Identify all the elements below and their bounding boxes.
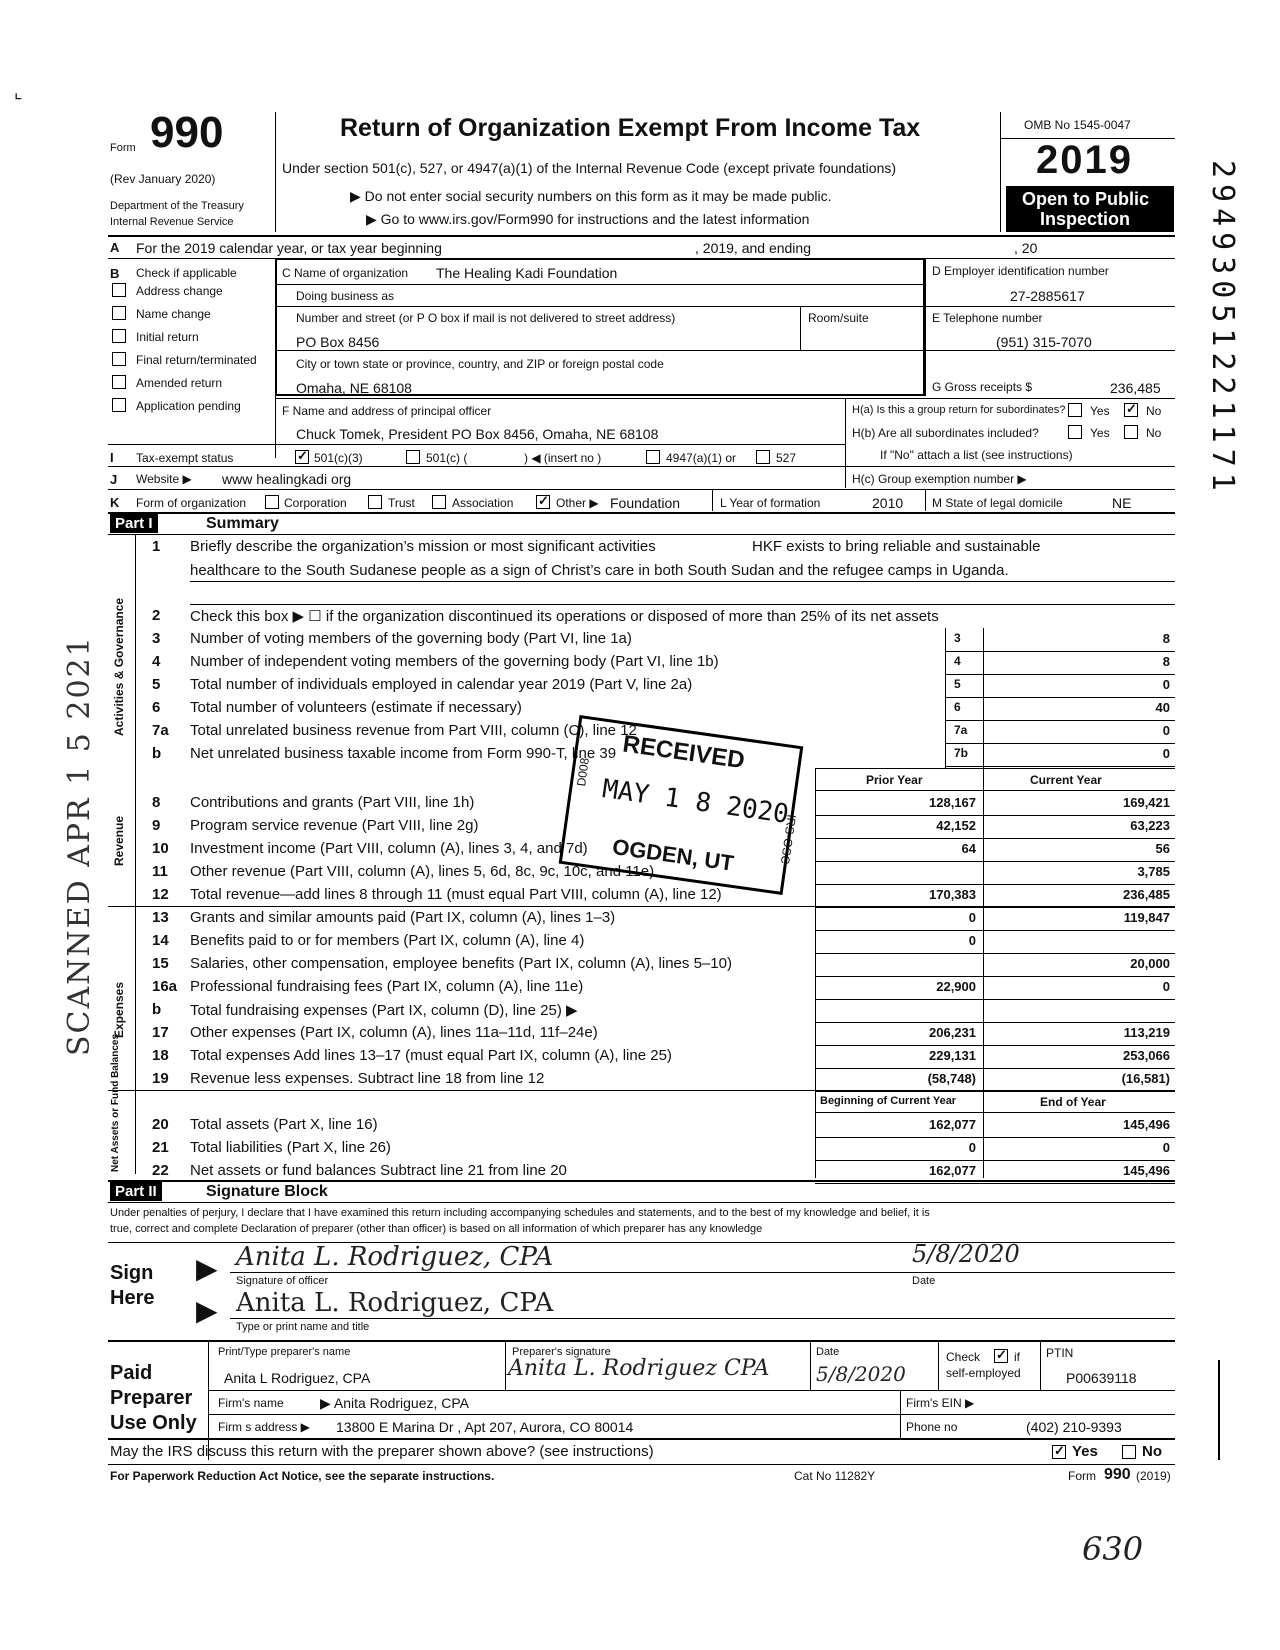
gov-line-num-5: b [152, 745, 162, 762]
rev_lines-num-1: 9 [152, 817, 161, 834]
state-domicile-value: NE [1112, 495, 1132, 511]
ptin-value: P00639118 [1066, 1370, 1137, 1386]
ein-label: D Employer identification number [932, 264, 1109, 278]
phone-label: E Telephone number [932, 311, 1043, 325]
ssn-note: ▶ Do not enter social security numbers on this form as it may be made public. [350, 188, 832, 204]
b-checkbox-5[interactable] [112, 398, 126, 412]
rev-date: (Rev January 2020) [110, 172, 216, 186]
side-net-assets: Net Assets or Fund Balances [110, 1033, 121, 1172]
form-other-value: Foundation [610, 495, 681, 511]
check-label: Check [946, 1350, 981, 1364]
gov-line-num-3: 6 [152, 699, 161, 716]
exp_lines-num-1: 14 [152, 932, 169, 949]
status-4947-checkbox[interactable] [646, 450, 660, 464]
line2-text: Check this box ▶ ☐ if the organization discontinued its operations or disposed of more than 25% of its net assets [190, 608, 939, 625]
hc-label: H(c) Group exemption number ▶ [852, 472, 1027, 486]
section-b-label: B [110, 266, 120, 281]
exp_lines-num-5: 17 [152, 1024, 169, 1041]
self-employed-checkbox[interactable] [994, 1349, 1008, 1363]
b-item-label-4: Amended return [136, 376, 223, 390]
status-501c3-checkbox[interactable] [295, 450, 309, 464]
form-trust-label: Trust [388, 496, 415, 510]
exp_lines-text-7: Revenue less expenses. Subtract line 18 from line 12 [190, 1070, 545, 1087]
form-word: Form [110, 142, 136, 154]
form-trust-checkbox[interactable] [368, 495, 382, 509]
rev_lines-prior-0: 128,167 [929, 795, 976, 810]
gov-line-num-0: 3 [152, 630, 161, 647]
hb-no-label: No [1146, 426, 1162, 440]
hb-yes-checkbox[interactable] [1068, 425, 1082, 439]
form-subtitle: Under section 501(c), 527, or 4947(a)(1) of the Internal Revenue Code (except private foundations) [282, 160, 897, 176]
preparer-label: Preparer [110, 1387, 193, 1409]
form-corporation-checkbox[interactable] [265, 495, 279, 509]
gov-line-text-5: Net unrelated business taxable income from Form 990-T, line 39 [190, 745, 617, 762]
exp_lines-current-5: 113,219 [1123, 1025, 1170, 1040]
gov-line-num-2: 5 [152, 676, 161, 693]
discuss-yes-label: Yes [1072, 1443, 1098, 1460]
here-label: Here [110, 1287, 155, 1309]
b-item-label-3: Final return/terminated [136, 353, 257, 367]
rev_lines-text-1: Program service revenue (Part VIII, line 2g) [190, 817, 479, 834]
form-association-label: Association [452, 496, 514, 510]
ha-no-checkbox[interactable] [1124, 403, 1138, 417]
gross-value: 236,485 [1110, 380, 1161, 396]
street-label: Number and street (or P O box if mail is not delivered to street address) [296, 311, 676, 325]
form-ref-a: Form [1068, 1469, 1096, 1483]
irs-url-note: ▶ Go to www.irs.gov/Form990 for instructions and the latest information [366, 211, 810, 227]
self-employed-label: self-employed [946, 1366, 1021, 1380]
form-ref-c: (2019) [1136, 1469, 1171, 1483]
line-k-label: K [110, 495, 120, 510]
rev_lines-current-2: 56 [1155, 841, 1170, 856]
city-label: City or town state or province, country, and ZIP or foreign postal code [296, 357, 664, 371]
officer-signature: Anita L. Rodriguez, CPA [236, 1242, 554, 1272]
state-domicile-label: M State of legal domicile [932, 496, 1063, 510]
b-checkbox-3[interactable] [112, 352, 126, 366]
ha-no-label: No [1146, 404, 1162, 418]
street-value: PO Box 8456 [296, 334, 380, 350]
cat-number: Cat No 11282Y [794, 1469, 876, 1483]
hb-question: H(b) Are all subordinates included? [852, 426, 1039, 440]
year-formation-label: L Year of formation [720, 496, 821, 510]
exp_lines-prior-5: 206,231 [929, 1025, 976, 1040]
gov-line-box-2: 5 [954, 677, 961, 691]
status-501c3-label: 501(c)(3) [314, 451, 363, 465]
gov-line-box-3: 6 [954, 700, 961, 714]
scanned-stamp: SCANNED APR 1 5 2021 [62, 635, 97, 1056]
exp_lines-prior-1: 0 [968, 933, 976, 948]
rev_lines-num-0: 8 [152, 794, 161, 811]
exp_lines-current-0: 119,847 [1123, 910, 1170, 925]
exp_lines-current-6: 253,066 [1123, 1048, 1170, 1063]
exp_lines-num-0: 13 [152, 909, 169, 926]
margin-bracket [1218, 1360, 1220, 1460]
gov-line-value-0: 8 [1162, 631, 1170, 646]
officer-print-name: Anita L. Rodriguez, CPA [236, 1288, 554, 1318]
officer-label: F Name and address of principal officer [282, 404, 492, 418]
b-checkbox-1[interactable] [112, 306, 126, 320]
firm-ein-label: Firm's EIN ▶ [906, 1396, 975, 1410]
b-item-label-5: Application pending [136, 399, 241, 413]
sig-date-label: Date [912, 1275, 936, 1287]
b-item-label-2: Initial return [136, 330, 199, 344]
perjury-line1: Under penalties of perjury, I declare that I have examined this return including accompanying schedules and statements, and to the best of my knowledge and belief, it is [110, 1207, 930, 1219]
dln-number: 29493051221171 [1205, 160, 1240, 497]
discuss-no-label: No [1142, 1443, 1162, 1460]
line1-answer-b: healthcare to the South Sudanese people as a sign of Christ’s care in both South Sudan and the refugee camps in Uganda. [190, 562, 1009, 579]
firm-address: 13800 E Marina Dr , Apt 207, Aurora, CO 80014 [336, 1419, 634, 1435]
dept-line1: Department of the Treasury [110, 200, 244, 212]
exp_lines-text-5: Other expenses (Part IX, column (A), lines 11a–11d, 11f–24e) [190, 1024, 598, 1041]
exp_lines-prior-7: (58,748) [927, 1071, 976, 1086]
net_lines-prior-2: 162,077 [929, 1163, 976, 1178]
room-label: Room/suite [808, 311, 869, 325]
exp_lines-prior-3: 22,900 [936, 979, 976, 994]
col-end-year: End of Year [1040, 1095, 1106, 1109]
net_lines-num-1: 21 [152, 1139, 169, 1156]
exp_lines-text-4: Total fundraising expenses (Part IX, column (D), line 25) ▶ [190, 1002, 578, 1019]
col-prior-year: Prior Year [866, 773, 923, 787]
officer-value: Chuck Tomek, President PO Box 8456, Omaha, NE 68108 [296, 426, 659, 442]
hb-note: If "No" attach a list (see instructions) [880, 448, 1073, 462]
prep-name: Anita L Rodriguez, CPA [224, 1370, 371, 1386]
rev_lines-current-4: 236,485 [1123, 887, 1170, 902]
stamp-received-text: RECEIVED [621, 730, 747, 775]
rev_lines-num-4: 12 [152, 886, 169, 903]
gov-line-text-2: Total number of individuals employed in calendar year 2019 (Part V, line 2a) [190, 676, 693, 693]
ha-question: H(a) Is this a group return for subordinates? [852, 404, 1066, 416]
open-public-line2: Inspection [1040, 209, 1131, 229]
sign-arrow-icon: ▶ [196, 1253, 218, 1284]
omb-number: OMB No 1545-0047 [1024, 118, 1131, 132]
check-if: if [1014, 1350, 1020, 1364]
status-501c-label: 501(c) ( [426, 451, 468, 465]
b-checkbox-2[interactable] [112, 329, 126, 343]
rev_lines-current-0: 169,421 [1123, 795, 1170, 810]
ha-yes-checkbox[interactable] [1068, 403, 1082, 417]
gov-line-value-2: 0 [1162, 677, 1170, 692]
stamp-code-left: D008 [574, 756, 592, 788]
gov-line-value-3: 40 [1155, 700, 1170, 715]
sign-arrow2-icon: ▶ [196, 1295, 218, 1326]
stamp-code-right: IRS-OSC [777, 813, 799, 866]
line-i-title: Tax-exempt status [136, 451, 234, 465]
form-number: 990 [150, 108, 224, 157]
hb-no-checkbox[interactable] [1124, 425, 1138, 439]
line-a-mid: , 2019, and ending [695, 240, 811, 256]
tax-year: 2019 [1036, 138, 1133, 182]
firm-name-label: Firm's name [218, 1396, 284, 1410]
line-i-label: I [110, 450, 114, 465]
paid-label: Paid [110, 1362, 153, 1384]
part1-tag: Part I [110, 514, 158, 533]
discuss-question: May the IRS discuss this return with the preparer shown above? (see instructions) [110, 1443, 654, 1460]
stamp-ogden: OGDEN, UT [610, 834, 736, 876]
website-label: Website ▶ [136, 472, 192, 486]
prep-sig-label: Preparer's signature [512, 1346, 611, 1358]
col-begin-year: Beginning of Current Year [820, 1095, 957, 1107]
form-other-checkbox[interactable] [536, 495, 550, 509]
paperwork-notice: For Paperwork Reduction Act Notice, see the separate instructions. [110, 1469, 495, 1483]
status-527-label: 527 [776, 451, 797, 465]
exp_lines-text-2: Salaries, other compensation, employee benefits (Part IX, column (A), lines 5–10) [190, 955, 732, 972]
preparer-date: 5/8/2020 [816, 1362, 906, 1386]
side-activities-governance: Activities & Governance [112, 597, 126, 736]
net_lines-text-1: Total liabilities (Part X, line 26) [190, 1139, 391, 1156]
col-current-year: Current Year [1030, 773, 1102, 787]
line-a-label: A [110, 240, 120, 255]
gov-line-box-0: 3 [954, 631, 961, 645]
gross-label: G Gross receipts $ [932, 380, 1033, 394]
rev_lines-prior-4: 170,383 [929, 887, 976, 902]
form-title: Return of Organization Exempt From Income Tax [340, 114, 921, 142]
ha-yes-label: Yes [1090, 404, 1110, 418]
officer-sig-date: 5/8/2020 [912, 1240, 1020, 1268]
form-association-checkbox[interactable] [432, 495, 446, 509]
exp_lines-current-3: 0 [1162, 979, 1170, 994]
exp_lines-num-2: 15 [152, 955, 169, 972]
exp_lines-num-7: 19 [152, 1070, 169, 1087]
dba-label: Doing business as [296, 289, 395, 303]
line-a-end: , 20 [1014, 240, 1038, 256]
org-name: The Healing Kadi Foundation [436, 265, 618, 281]
net_lines-prior-0: 162,077 [929, 1117, 976, 1132]
net_lines-num-2: 22 [152, 1162, 169, 1179]
gov-line-num-4: 7a [152, 722, 169, 739]
exp_lines-text-0: Grants and similar amounts paid (Part IX, column (A), lines 1–3) [190, 909, 616, 926]
side-expenses: Expenses [112, 981, 126, 1038]
open-public-line1: Open to Public [1022, 189, 1150, 209]
rev_lines-text-0: Contributions and grants (Part VIII, line 1h) [190, 794, 475, 811]
b-item-label-1: Name change [136, 307, 211, 321]
line2-num: 2 [152, 607, 161, 624]
exp_lines-num-3: 16a [152, 978, 178, 995]
type-name-label: Type or print name and title [236, 1321, 370, 1333]
ptin-label: PTIN [1046, 1346, 1074, 1360]
gov-line-text-0: Number of voting members of the governing body (Part VI, line 1a) [190, 630, 632, 647]
b-checkbox-4[interactable] [112, 375, 126, 389]
rev_lines-num-3: 11 [152, 863, 168, 880]
b-checkbox-0[interactable] [112, 283, 126, 297]
line1-num: 1 [152, 538, 161, 555]
sign-label: Sign [110, 1262, 154, 1284]
year-formation-value: 2010 [872, 495, 904, 511]
preparer-signature: Anita L. Rodriguez CPA [508, 1356, 770, 1381]
org-name-label: C Name of organization [282, 266, 409, 280]
stray-mark: ⌞ [14, 82, 23, 102]
k-title: Form of organization [136, 496, 247, 510]
prep-name-label: Print/Type preparer's name [218, 1346, 351, 1358]
handwritten-number: 630 [1082, 1530, 1144, 1568]
city-value: Omaha, NE 68108 [296, 380, 412, 396]
form-corporation-label: Corporation [284, 496, 347, 510]
net_lines-num-0: 20 [152, 1116, 169, 1133]
exp_lines-text-1: Benefits paid to or for members (Part IX, column (A), line 4) [190, 932, 585, 949]
exp_lines-text-6: Total expenses Add lines 13–17 (must equal Part IX, column (A), line 25) [190, 1047, 672, 1064]
rev_lines-text-3: Other revenue (Part VIII, column (A), lines 5, 6d, 8c, 9c, 10c, and 11e) [190, 863, 655, 880]
sig-officer-label: Signature of officer [236, 1275, 329, 1287]
firm-phone: (402) 210-9393 [1026, 1419, 1122, 1435]
line-a-text: For the 2019 calendar year, or tax year beginning [136, 240, 442, 256]
phone-value: (951) 315-7070 [996, 334, 1092, 350]
gov-line-value-1: 8 [1162, 654, 1170, 669]
exp_lines-num-6: 18 [152, 1047, 169, 1064]
exp_lines-prior-6: 229,131 [929, 1048, 976, 1063]
stamp-date: MAY 1 8 2020 [600, 774, 791, 830]
side-revenue: Revenue [112, 815, 126, 866]
gov-line-box-5: 7b [954, 746, 969, 760]
perjury-line2: true, correct and complete Declaration of preparer (other than officer) is based on all information of which preparer has any knowledge [110, 1223, 763, 1235]
net_lines-prior-1: 0 [968, 1140, 976, 1155]
status-527-checkbox[interactable] [756, 450, 770, 464]
discuss-no-checkbox[interactable] [1122, 1445, 1136, 1459]
status-501c-checkbox[interactable] [406, 450, 420, 464]
firm-address-label: Firm s address ▶ [218, 1420, 310, 1434]
b-item-label-0: Address change [136, 284, 223, 298]
exp_lines-text-3: Professional fundraising fees (Part IX, column (A), line 11e) [190, 978, 584, 995]
exp_lines-prior-0: 0 [968, 910, 976, 925]
rev_lines-prior-1: 42,152 [936, 818, 976, 833]
rev_lines-current-3: 3,785 [1137, 864, 1170, 879]
prep-date-label: Date [816, 1346, 840, 1358]
gov-line-text-3: Total number of volunteers (estimate if necessary) [190, 699, 522, 716]
gov-line-text-4: Total unrelated business revenue from Part VIII, column (C), line 12 [190, 722, 637, 739]
use-only-label: Use Only [110, 1412, 197, 1434]
net_lines-current-2: 145,496 [1123, 1163, 1170, 1178]
discuss-yes-checkbox[interactable] [1052, 1445, 1066, 1459]
form-ref-b: 990 [1104, 1466, 1131, 1483]
part2-title: Signature Block [206, 1183, 328, 1200]
rev_lines-text-2: Investment income (Part VIII, column (A), lines 3, 4, and 7d) [190, 840, 588, 857]
rev_lines-num-2: 10 [152, 840, 169, 857]
firm-name: ▶ Anita Rodriguez, CPA [320, 1395, 470, 1411]
firm-phone-label: Phone no [906, 1420, 958, 1434]
line-j-label: J [110, 472, 118, 487]
section-b-title: Check if applicable [136, 266, 237, 280]
gov-line-num-1: 4 [152, 653, 161, 670]
line1-answer-a: HKF exists to bring reliable and sustainable [752, 538, 1041, 555]
gov-line-text-1: Number of independent voting members of the governing body (Part VI, line 1b) [190, 653, 719, 670]
form-other-label: Other ▶ [556, 496, 599, 510]
exp_lines-num-4: b [152, 1001, 162, 1018]
exp_lines-current-2: 20,000 [1130, 956, 1170, 971]
hb-yes-label: Yes [1090, 426, 1110, 440]
ein-value: 27-2885617 [1010, 288, 1085, 304]
website-value: www healingkadi org [222, 471, 352, 487]
gov-line-box-4: 7a [954, 723, 968, 737]
part1-title: Summary [206, 515, 279, 532]
rev_lines-text-4: Total revenue—add lines 8 through 11 (must equal Part VIII, column (A), line 12) [190, 886, 722, 903]
exp_lines-current-7: (16,581) [1121, 1071, 1170, 1086]
gov-line-value-5: 0 [1162, 746, 1170, 761]
gov-line-box-1: 4 [954, 654, 961, 668]
gov-line-value-4: 0 [1162, 723, 1170, 738]
net_lines-current-1: 0 [1162, 1140, 1170, 1155]
net_lines-text-0: Total assets (Part X, line 16) [190, 1116, 378, 1133]
dept-line2: Internal Revenue Service [110, 216, 234, 228]
status-4947-label: 4947(a)(1) or [666, 451, 737, 465]
net_lines-current-0: 145,496 [1123, 1117, 1170, 1132]
status-501c-insert: ) ◀ (insert no ) [524, 451, 602, 465]
net_lines-text-2: Net assets or fund balances Subtract line 21 from line 20 [190, 1162, 567, 1179]
rev_lines-current-1: 63,223 [1130, 818, 1170, 833]
rev_lines-prior-2: 64 [961, 841, 976, 856]
received-stamp [559, 715, 804, 895]
line1-text: Briefly describe the organization’s mission or most significant activities [190, 538, 656, 555]
part2-tag: Part II [110, 1182, 162, 1201]
